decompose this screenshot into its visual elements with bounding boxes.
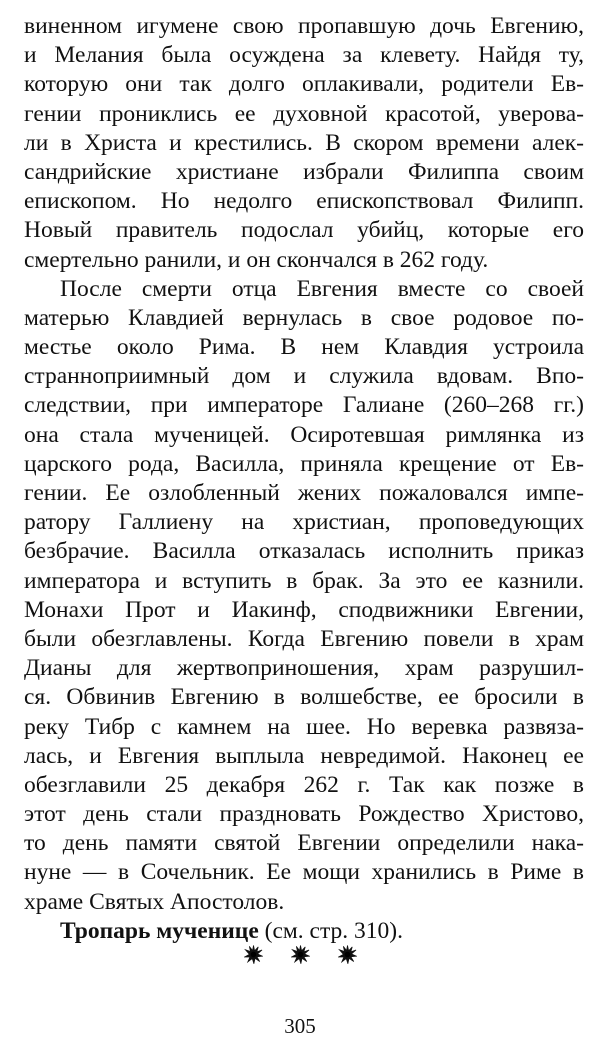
text-line: которую они так долго оплакивали, родители Ев- (24, 71, 584, 98)
text-line: странноприимный дом и служила вдовам. Впо- (24, 363, 584, 390)
troparion-page-reference: (см. стр. 310). (258, 917, 403, 944)
text-line: сандрийские христиане избрали Филиппа своим (24, 158, 584, 185)
text-line: виненном игумене свою пропавшую дочь Евгению, (24, 13, 584, 39)
text-line: После смерти отца Евгения вместе со своей (60, 275, 584, 302)
paragraph-1 (24, 12, 584, 275)
text-line: местье около Рима. В нем Клавдия устроила (24, 334, 584, 361)
text-line: она стала мученицей. Осиротевшая римлянка из (24, 421, 584, 448)
text-line: Новый правитель подослал убийц, которые его (24, 217, 584, 244)
text-line: императора и вступить в брак. За это ее казнили. (24, 567, 584, 594)
troparion-reference (24, 917, 584, 946)
book-page (24, 12, 584, 946)
text-line: ратору Галлиену на христиан, проповедующих (24, 509, 584, 536)
text-line: царского рода, Василла, приняла крещение от Ев- (24, 450, 584, 477)
section-ornaments (0, 945, 600, 964)
text-line: обезглавили 25 декабря 262 г. Так как позже в (24, 771, 584, 798)
text-line: были обезглавлены. Когда Евгению повели в храм (24, 625, 584, 652)
asterisk-flower-icon (291, 945, 310, 964)
text-line: безбрачие. Василла отказалась исполнить приказ (24, 538, 584, 565)
text-line: храме Святых Апостолов. (24, 888, 285, 915)
text-line: смертельно ранили, и он скончался в 262 году. (24, 246, 489, 273)
text-line: ся. Обвинив Евгению в волшебстве, ее бросили в (24, 684, 584, 711)
text-line: епископом. Но недолго епископствовал Филипп. (24, 188, 584, 215)
text-line: гении прониклись ее духовной красотой, уверова- (24, 100, 584, 127)
text-line: Монахи Прот и Иакинф, сподвижники Евгении, (24, 596, 584, 623)
text-line: реку Тибр с камнем на шее. Но веревка развяза- (24, 713, 584, 740)
paragraph-2 (24, 275, 584, 917)
text-line: нуне — в Сочельник. Ее мощи хранились в Риме в (24, 859, 584, 886)
text-line: лась, и Евгения выплыла невредимой. Наконец ее (24, 742, 584, 769)
text-line: и Мелания была осуждена за клевету. Найдя ту, (24, 42, 584, 69)
text-line: то день памяти святой Евгении определили нака- (24, 830, 584, 857)
text-line: этот день стали праздновать Рождество Христово, (24, 801, 584, 828)
asterisk-flower-icon (338, 945, 357, 964)
text-line: гении. Ее озлобленный жених пожаловался импе- (24, 480, 584, 506)
text-line: Дианы для жертвоприношения, храм разрушил- (24, 655, 584, 682)
troparion-label: Тропарь мученице (60, 917, 259, 944)
text-line: матерью Клавдией вернулась в свое родовое по- (24, 304, 584, 331)
asterisk-flower-icon (244, 945, 263, 964)
page-number: 305 (284, 1014, 316, 1038)
text-line: следствии, при императоре Галиане (260–268 гг.) (24, 392, 584, 419)
text-line: ли в Христа и крестились. В скором времени алек- (24, 129, 584, 156)
